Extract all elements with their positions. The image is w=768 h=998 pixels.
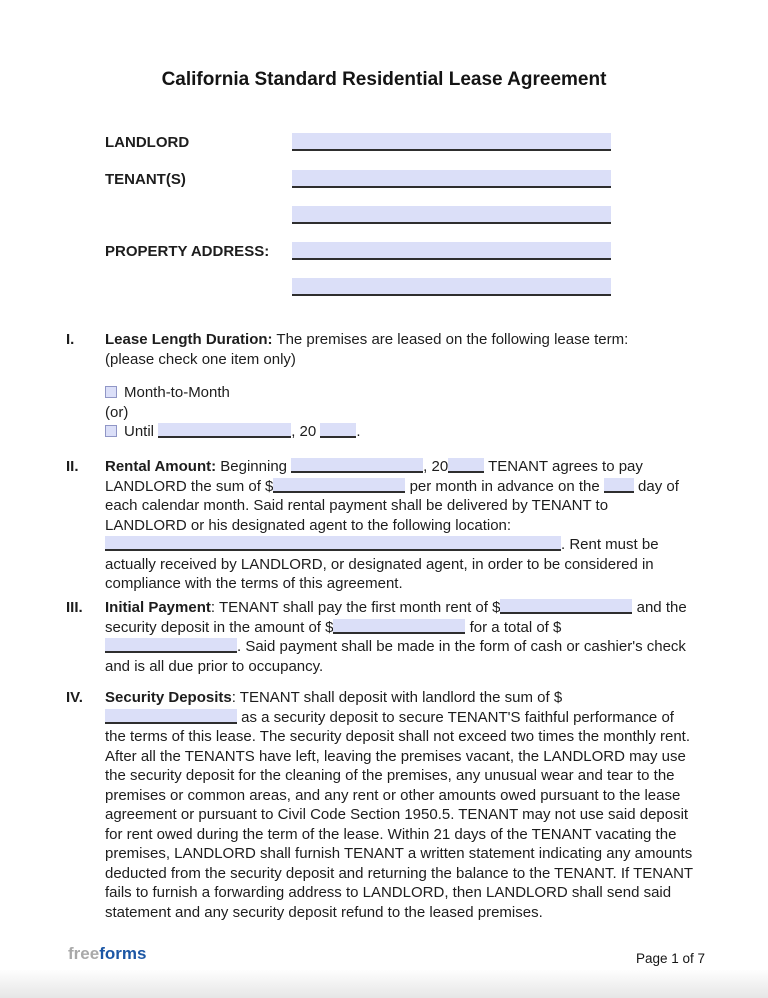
freeforms-logo bbox=[68, 944, 146, 964]
until-label: Until bbox=[124, 423, 159, 440]
section-heading: Security Deposits bbox=[105, 689, 232, 706]
text-segment: TENANT agrees to pay LANDLORD the sum of $ bbox=[105, 458, 643, 495]
field-row-landlord bbox=[0, 133, 768, 153]
lease-term-options bbox=[105, 383, 693, 442]
field-row-tenant-1 bbox=[0, 170, 768, 190]
or-separator: (or) bbox=[105, 403, 129, 421]
section-numeral: IV. bbox=[66, 689, 83, 706]
tenant-name-field-2[interactable] bbox=[292, 206, 611, 224]
text-segment: : TENANT shall pay the first month rent of $ bbox=[210, 599, 501, 616]
security-deposit-sum-field[interactable] bbox=[105, 709, 237, 724]
section-body bbox=[105, 688, 693, 922]
rental-begin-date-field[interactable] bbox=[291, 458, 423, 473]
section-numeral: III. bbox=[66, 599, 83, 616]
section-body bbox=[105, 598, 693, 676]
landlord-name-field[interactable] bbox=[292, 133, 611, 151]
section-numeral: II. bbox=[66, 458, 79, 475]
text-segment: per month in advance on the bbox=[405, 477, 604, 495]
text-segment: and the security deposit in the amount of $ bbox=[105, 599, 687, 636]
brand-forms-text: forms bbox=[99, 944, 147, 963]
property-address-label: PROPERTY ADDRESS: bbox=[105, 243, 270, 260]
until-option bbox=[105, 422, 693, 442]
month-to-month-label: Month-to-Month bbox=[124, 384, 230, 401]
section-body bbox=[105, 457, 693, 594]
payment-location-field[interactable] bbox=[105, 536, 561, 551]
page-indicator: Page 1 of 7 bbox=[635, 951, 705, 966]
security-deposit-amount-field[interactable] bbox=[333, 619, 465, 634]
month-to-month-checkbox[interactable] bbox=[105, 386, 117, 398]
text-segment: . bbox=[356, 423, 361, 440]
text-segment: as a security deposit to secure TENANT'S faithful performance of the terms of this lease. The security deposit shall not exceed two times the monthly rent. After all the TENANTS have left, leaving the premises vacant, the LANDLORD may use the security deposit for the cleaning of the premises, any unusual wear and tear to the premises or common areas, and any rent or other amounts owed pursuant to the lease agreement or pursuant to Civil Code Section 1950.5. TENANT may not use said deposit for rent owed during the term of the lease. Within 21 days of the TENANT vacating the premises, LANDLORD shall furnish TENANT a written statement indicating any amounts deducted from the security deposit and returning the balance to the TENANT. If TENANT fails to furnish a forwarding address to LANDLORD, then LANDLORD shall send said statement and any security deposit refund to the leased premises. bbox=[105, 708, 693, 921]
section-numeral: I. bbox=[66, 331, 75, 348]
text-segment: , 20 bbox=[291, 423, 321, 440]
brand-free-text: free bbox=[68, 944, 100, 963]
property-address-field-1[interactable] bbox=[292, 242, 611, 260]
document-title: California Standard Residential Lease Agreement bbox=[161, 69, 607, 90]
until-year-field[interactable] bbox=[320, 423, 356, 438]
field-row-tenant-2 bbox=[0, 206, 768, 226]
until-checkbox[interactable] bbox=[105, 425, 117, 437]
tenant-name-field-1[interactable] bbox=[292, 170, 611, 188]
text-segment: day of each calendar month. Said rental payment shall be delivered by TENANT to LANDLORD or his designated agent to the following location: bbox=[105, 477, 679, 534]
section-body bbox=[105, 330, 693, 442]
text-segment: . Said payment shall be made in the form of cash or cashier's check and is all due prior to occupancy. bbox=[105, 638, 686, 675]
field-row-address-2 bbox=[0, 278, 768, 298]
page-bottom-edge bbox=[0, 970, 768, 998]
first-month-rent-field[interactable] bbox=[500, 599, 632, 614]
text-segment: The premises are leased on the following lease term: bbox=[272, 331, 629, 348]
tenants-label: TENANT(S) bbox=[105, 171, 186, 188]
monthly-rent-amount-field[interactable] bbox=[273, 478, 405, 493]
property-address-field-2[interactable] bbox=[292, 278, 611, 296]
field-row-address-1 bbox=[0, 242, 768, 262]
total-payment-field[interactable] bbox=[105, 638, 237, 653]
text-segment: (please check one item only) bbox=[105, 350, 296, 368]
section-heading: Rental Amount: bbox=[105, 458, 217, 475]
text-segment: , 20 bbox=[423, 458, 449, 475]
rent-due-day-field[interactable] bbox=[604, 478, 634, 493]
text-segment: Beginning bbox=[216, 458, 292, 475]
text-segment: . Rent must be actually received by LANDLORD, or designated agent, in order to be considered in compliance with the terms of this agreement. bbox=[105, 536, 659, 592]
text-segment: for a total of $ bbox=[465, 618, 562, 636]
section-heading: Initial Payment bbox=[105, 599, 211, 616]
text-segment: : TENANT shall deposit with landlord the sum of $ bbox=[231, 689, 563, 706]
rental-begin-year-field[interactable] bbox=[448, 458, 484, 473]
landlord-label: LANDLORD bbox=[105, 134, 190, 151]
until-date-field[interactable] bbox=[158, 423, 291, 438]
section-heading: Lease Length Duration: bbox=[105, 331, 273, 348]
month-to-month-option bbox=[105, 383, 693, 403]
